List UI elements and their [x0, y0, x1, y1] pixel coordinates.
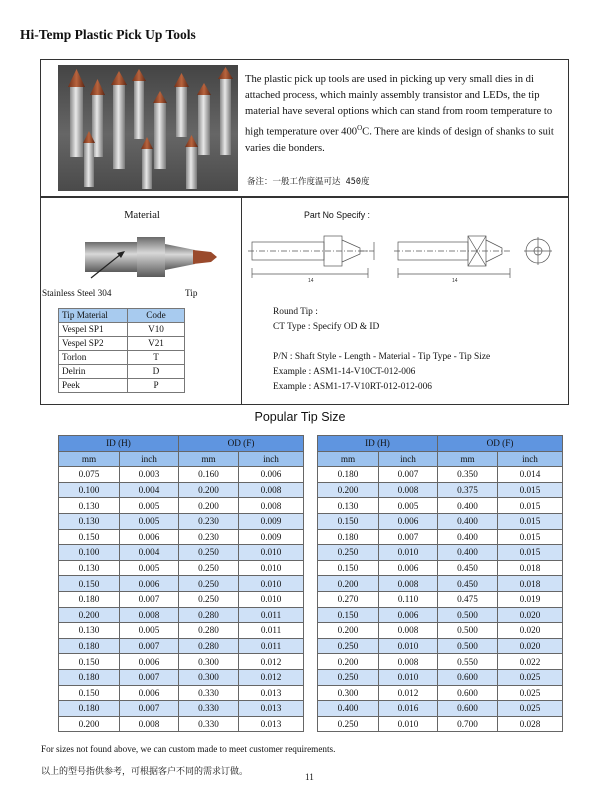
- od-inch-cell: 0.009: [239, 513, 304, 529]
- table-row: [59, 467, 304, 483]
- od-mm-cell: 0.350: [438, 467, 498, 483]
- group-header-row: [59, 436, 304, 452]
- id-mm-cell: 0.300: [318, 685, 379, 701]
- table-row: [59, 623, 304, 639]
- od-mm-cell: 0.330: [179, 685, 239, 701]
- id-mm-cell: 0.100: [59, 482, 120, 498]
- od-mm-cell: 0.450: [438, 560, 498, 576]
- header-id-mm: mm: [318, 451, 379, 467]
- unit-header-row: [59, 451, 304, 467]
- od-mm-cell: 0.250: [179, 560, 239, 576]
- table-row: [59, 560, 304, 576]
- part-number-format: P/N : Shaft Style - Length - Material - Tip Type - Tip Size: [273, 352, 491, 362]
- id-mm-cell: 0.180: [59, 638, 120, 654]
- od-inch-cell: 0.014: [498, 467, 563, 483]
- header-od-inch: inch: [239, 451, 304, 467]
- id-mm-cell: 0.250: [318, 669, 379, 685]
- id-inch-cell: 0.008: [379, 623, 438, 639]
- header-od-mm: mm: [438, 451, 498, 467]
- id-inch-cell: 0.008: [379, 482, 438, 498]
- od-mm-cell: 0.700: [438, 716, 498, 732]
- round-tip-label: Round Tip :: [273, 307, 318, 317]
- id-mm-cell: 0.150: [318, 513, 379, 529]
- table-row: [318, 576, 563, 592]
- dimension-label-2: 14: [452, 278, 458, 284]
- id-mm-cell: 0.150: [59, 654, 120, 670]
- id-inch-cell: 0.110: [379, 591, 438, 607]
- id-inch-cell: 0.005: [379, 498, 438, 514]
- table-row: [59, 529, 304, 545]
- material-panel: [40, 197, 242, 405]
- table-row: [59, 365, 185, 379]
- material-code-cell: V10: [128, 323, 185, 337]
- product-photo: [58, 65, 238, 191]
- od-mm-cell: 0.600: [438, 685, 498, 701]
- material-name-cell: Torlon: [59, 351, 128, 365]
- page-title: Hi-Temp Plastic Pick Up Tools: [20, 27, 196, 42]
- table-row: [318, 467, 563, 483]
- od-mm-cell: 0.400: [438, 545, 498, 561]
- od-inch-cell: 0.008: [239, 482, 304, 498]
- table-row: [59, 607, 304, 623]
- id-mm-cell: 0.180: [59, 701, 120, 717]
- header-tip-material: Tip Material: [59, 309, 128, 323]
- table-row: [318, 654, 563, 670]
- od-mm-cell: 0.500: [438, 623, 498, 639]
- id-inch-cell: 0.012: [379, 685, 438, 701]
- id-inch-cell: 0.006: [120, 685, 179, 701]
- header-id-mm: mm: [59, 451, 120, 467]
- table-row: [59, 716, 304, 732]
- od-inch-cell: 0.009: [239, 529, 304, 545]
- id-mm-cell: 0.150: [59, 576, 120, 592]
- table-row: [59, 591, 304, 607]
- od-mm-cell: 0.400: [438, 513, 498, 529]
- part-no-title: Part No Specify :: [304, 210, 371, 220]
- id-mm-cell: 0.130: [59, 513, 120, 529]
- od-inch-cell: 0.018: [498, 560, 563, 576]
- tip-size-table-left: [58, 435, 304, 732]
- od-inch-cell: 0.015: [498, 529, 563, 545]
- tip-label: Tip: [185, 288, 198, 298]
- custom-size-note-cn: 以上的型号指供参考，可根据客户不同的需求订做。: [41, 767, 249, 777]
- example-1: Example : ASM1-14-V10CT-012-006: [273, 367, 416, 377]
- custom-size-note: For sizes not found above, we can custom made to meet customer requirements.: [41, 744, 336, 754]
- table-row: [318, 482, 563, 498]
- header-od: OD (F): [179, 436, 304, 452]
- id-mm-cell: 0.150: [59, 685, 120, 701]
- tool-illustration: [85, 234, 225, 282]
- id-inch-cell: 0.008: [379, 576, 438, 592]
- header-od: OD (F): [438, 436, 563, 452]
- od-mm-cell: 0.400: [438, 529, 498, 545]
- od-mm-cell: 0.160: [179, 467, 239, 483]
- od-mm-cell: 0.230: [179, 513, 239, 529]
- id-mm-cell: 0.200: [318, 482, 379, 498]
- material-name-cell: Vespel SP2: [59, 337, 128, 351]
- table-row: [318, 529, 563, 545]
- table-row: [59, 337, 185, 351]
- od-mm-cell: 0.280: [179, 623, 239, 639]
- pick-up-tools-image: [58, 65, 238, 191]
- od-inch-cell: 0.015: [498, 482, 563, 498]
- od-inch-cell: 0.028: [498, 716, 563, 732]
- od-inch-cell: 0.020: [498, 623, 563, 639]
- id-inch-cell: 0.008: [120, 607, 179, 623]
- id-inch-cell: 0.006: [120, 654, 179, 670]
- od-inch-cell: 0.022: [498, 654, 563, 670]
- od-mm-cell: 0.250: [179, 591, 239, 607]
- od-mm-cell: 0.550: [438, 654, 498, 670]
- od-inch-cell: 0.019: [498, 591, 563, 607]
- od-inch-cell: 0.012: [239, 669, 304, 685]
- od-inch-cell: 0.008: [239, 498, 304, 514]
- table-row: [318, 607, 563, 623]
- od-inch-cell: 0.011: [239, 607, 304, 623]
- id-inch-cell: 0.008: [120, 716, 179, 732]
- material-code-cell: P: [128, 379, 185, 393]
- id-mm-cell: 0.200: [59, 716, 120, 732]
- id-mm-cell: 0.150: [318, 560, 379, 576]
- id-inch-cell: 0.006: [379, 560, 438, 576]
- id-inch-cell: 0.006: [379, 513, 438, 529]
- od-mm-cell: 0.300: [179, 654, 239, 670]
- id-mm-cell: 0.130: [59, 560, 120, 576]
- technical-drawing: [248, 228, 564, 284]
- id-mm-cell: 0.250: [318, 716, 379, 732]
- table-row: [318, 638, 563, 654]
- material-name-cell: Vespel SP1: [59, 323, 128, 337]
- od-mm-cell: 0.200: [179, 498, 239, 514]
- id-mm-cell: 0.400: [318, 701, 379, 717]
- id-inch-cell: 0.003: [120, 467, 179, 483]
- page-number: 11: [305, 772, 314, 782]
- od-mm-cell: 0.475: [438, 591, 498, 607]
- table-row: [318, 669, 563, 685]
- unit-header-row: [318, 451, 563, 467]
- shank-label: Stainless Steel 304: [42, 288, 112, 298]
- header-id-inch: inch: [379, 451, 438, 467]
- od-mm-cell: 0.600: [438, 669, 498, 685]
- header-od-mm: mm: [179, 451, 239, 467]
- id-inch-cell: 0.007: [120, 591, 179, 607]
- id-mm-cell: 0.075: [59, 467, 120, 483]
- table-row: [59, 685, 304, 701]
- id-mm-cell: 0.150: [318, 607, 379, 623]
- id-mm-cell: 0.250: [318, 638, 379, 654]
- od-inch-cell: 0.020: [498, 607, 563, 623]
- od-mm-cell: 0.230: [179, 529, 239, 545]
- od-inch-cell: 0.011: [239, 638, 304, 654]
- table-row: [59, 323, 185, 337]
- od-mm-cell: 0.300: [179, 669, 239, 685]
- group-header-row: [318, 436, 563, 452]
- od-inch-cell: 0.013: [239, 716, 304, 732]
- id-inch-cell: 0.006: [120, 576, 179, 592]
- od-mm-cell: 0.450: [438, 576, 498, 592]
- od-inch-cell: 0.015: [498, 513, 563, 529]
- table-row: [318, 591, 563, 607]
- id-inch-cell: 0.007: [379, 467, 438, 483]
- od-mm-cell: 0.280: [179, 638, 239, 654]
- id-inch-cell: 0.007: [379, 529, 438, 545]
- id-inch-cell: 0.004: [120, 482, 179, 498]
- od-inch-cell: 0.010: [239, 545, 304, 561]
- popular-tip-size-title: Popular Tip Size: [254, 410, 346, 424]
- id-mm-cell: 0.200: [318, 654, 379, 670]
- table-row: [59, 701, 304, 717]
- od-mm-cell: 0.375: [438, 482, 498, 498]
- id-mm-cell: 0.130: [59, 498, 120, 514]
- id-mm-cell: 0.200: [318, 623, 379, 639]
- table-row: [59, 351, 185, 365]
- intro-paragraph: The plastic pick up tools are used in picking up very small dies in di attached process, which mainly assembly transistor and LEDs, the tip material have several options which can stand from room temperature to high temperature over $400^OC$. There are kinds of design of shanks to suit varies die bonders.: [245, 74, 554, 154]
- id-mm-cell: 0.130: [59, 623, 120, 639]
- id-inch-cell: 0.010: [379, 716, 438, 732]
- id-mm-cell: 0.180: [59, 591, 120, 607]
- table-row: [59, 513, 304, 529]
- header-code: Code: [128, 309, 185, 323]
- table-row: [59, 654, 304, 670]
- id-inch-cell: 0.005: [120, 513, 179, 529]
- id-mm-cell: 0.200: [59, 607, 120, 623]
- header-od-inch: inch: [498, 451, 563, 467]
- od-inch-cell: 0.018: [498, 576, 563, 592]
- table-row: [59, 545, 304, 561]
- id-mm-cell: 0.130: [318, 498, 379, 514]
- table-row: [59, 482, 304, 498]
- material-name-cell: Delrin: [59, 365, 128, 379]
- id-mm-cell: 0.180: [59, 669, 120, 685]
- table-row: [59, 498, 304, 514]
- id-inch-cell: 0.007: [120, 669, 179, 685]
- id-mm-cell: 0.200: [318, 576, 379, 592]
- id-mm-cell: 0.150: [59, 529, 120, 545]
- id-inch-cell: 0.004: [120, 545, 179, 561]
- table-row: [318, 545, 563, 561]
- header-id: ID (H): [318, 436, 438, 452]
- od-mm-cell: 0.280: [179, 607, 239, 623]
- od-mm-cell: 0.500: [438, 638, 498, 654]
- id-inch-cell: 0.010: [379, 545, 438, 561]
- id-inch-cell: 0.006: [379, 607, 438, 623]
- material-code-cell: T: [128, 351, 185, 365]
- id-inch-cell: 0.005: [120, 498, 179, 514]
- material-title: Material: [124, 210, 160, 221]
- intro-panel: [40, 59, 569, 197]
- od-inch-cell: 0.010: [239, 591, 304, 607]
- table-row: [318, 513, 563, 529]
- id-inch-cell: 0.016: [379, 701, 438, 717]
- ct-type-label: CT Type : Specify OD & ID: [273, 322, 380, 332]
- header-id: ID (H): [59, 436, 179, 452]
- table-row: [59, 379, 185, 393]
- material-name-cell: Peek: [59, 379, 128, 393]
- table-row: [318, 498, 563, 514]
- table-row: [59, 638, 304, 654]
- id-inch-cell: 0.007: [120, 701, 179, 717]
- id-inch-cell: 0.005: [120, 623, 179, 639]
- table-row: [318, 716, 563, 732]
- id-mm-cell: 0.100: [59, 545, 120, 561]
- header-id-inch: inch: [120, 451, 179, 467]
- material-code-cell: D: [128, 365, 185, 379]
- tip-size-table-right: [317, 435, 563, 732]
- od-inch-cell: 0.010: [239, 560, 304, 576]
- material-table-header: [59, 309, 185, 323]
- table-row: [318, 623, 563, 639]
- od-mm-cell: 0.400: [438, 498, 498, 514]
- od-inch-cell: 0.025: [498, 701, 563, 717]
- id-inch-cell: 0.010: [379, 669, 438, 685]
- table-row: [318, 685, 563, 701]
- material-code-cell: V21: [128, 337, 185, 351]
- od-mm-cell: 0.500: [438, 607, 498, 623]
- od-inch-cell: 0.015: [498, 498, 563, 514]
- od-inch-cell: 0.012: [239, 654, 304, 670]
- material-table: [58, 308, 185, 393]
- id-inch-cell: 0.007: [120, 638, 179, 654]
- table-row: [59, 576, 304, 592]
- od-mm-cell: 0.330: [179, 701, 239, 717]
- dimension-label-1: 14: [308, 278, 314, 284]
- od-inch-cell: 0.010: [239, 576, 304, 592]
- table-row: [318, 701, 563, 717]
- id-inch-cell: 0.006: [120, 529, 179, 545]
- example-2: Example : ASM1-17-V10RT-012-012-006: [273, 382, 432, 392]
- id-mm-cell: 0.270: [318, 591, 379, 607]
- od-mm-cell: 0.200: [179, 482, 239, 498]
- part-number-panel: [241, 197, 569, 405]
- id-inch-cell: 0.008: [379, 654, 438, 670]
- od-inch-cell: 0.020: [498, 638, 563, 654]
- od-inch-cell: 0.006: [239, 467, 304, 483]
- id-inch-cell: 0.005: [120, 560, 179, 576]
- table-row: [318, 560, 563, 576]
- temperature-note: 备注：一般工作度温可达 450度: [247, 177, 370, 187]
- id-mm-cell: 0.180: [318, 529, 379, 545]
- od-mm-cell: 0.250: [179, 576, 239, 592]
- od-inch-cell: 0.013: [239, 701, 304, 717]
- od-inch-cell: 0.025: [498, 685, 563, 701]
- od-inch-cell: 0.013: [239, 685, 304, 701]
- od-inch-cell: 0.015: [498, 545, 563, 561]
- table-row: [59, 669, 304, 685]
- od-inch-cell: 0.011: [239, 623, 304, 639]
- id-inch-cell: 0.010: [379, 638, 438, 654]
- id-mm-cell: 0.180: [318, 467, 379, 483]
- id-mm-cell: 0.250: [318, 545, 379, 561]
- od-inch-cell: 0.025: [498, 669, 563, 685]
- od-mm-cell: 0.600: [438, 701, 498, 717]
- od-mm-cell: 0.250: [179, 545, 239, 561]
- od-mm-cell: 0.330: [179, 716, 239, 732]
